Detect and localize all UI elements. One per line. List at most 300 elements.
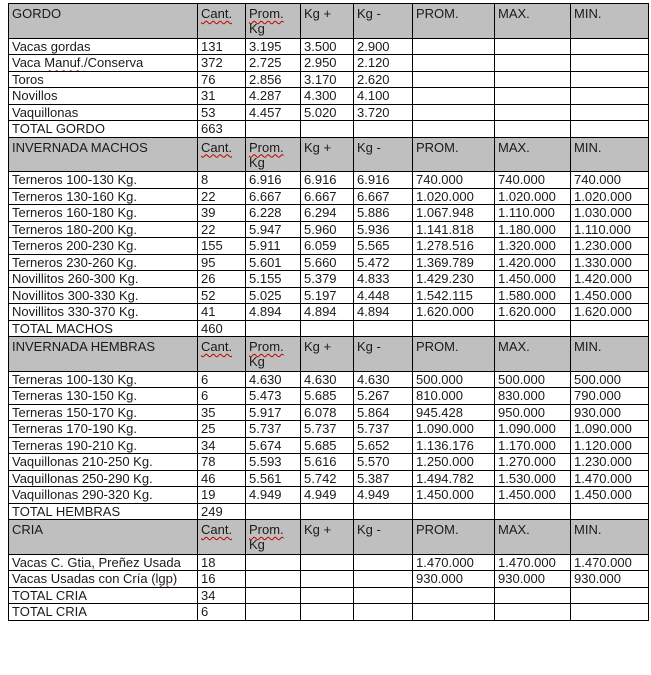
cell-min: 1.450.000	[571, 487, 649, 504]
row-label-cell: Terneros 200-230 Kg.	[9, 238, 198, 255]
cell-kg-minus: 5.864	[354, 404, 413, 421]
cell-prom	[413, 320, 495, 337]
cell-cant: 18	[198, 554, 246, 571]
cell-prom-kg: 4.630	[246, 371, 301, 388]
row-label-cell: Terneras 100-130 Kg.	[9, 371, 198, 388]
cell-kg-minus: 6.667	[354, 188, 413, 205]
cell-prom-kg: 2.725	[246, 55, 301, 72]
row-label-cell: Terneras 170-190 Kg.	[9, 421, 198, 438]
cell-prom-kg	[246, 121, 301, 138]
cell-prom-kg: 6.916	[246, 172, 301, 189]
cell-min	[571, 604, 649, 621]
col-header-max: MAX.	[495, 137, 571, 172]
cell-kg-plus: 5.660	[301, 254, 354, 271]
cell-cant: 34	[198, 587, 246, 604]
cell-cant: 131	[198, 38, 246, 55]
misspelled-word: lgp	[155, 571, 173, 587]
col-header-min: MIN.	[571, 137, 649, 172]
row-label-cell: Novillitos 260-300 Kg.	[9, 271, 198, 288]
cell-max: 1.270.000	[495, 454, 571, 471]
cell-max	[495, 38, 571, 55]
cell-cant: 6	[198, 388, 246, 405]
row-label-cell: Vaquillonas	[9, 104, 198, 121]
cell-prom-kg: 5.947	[246, 221, 301, 238]
cell-prom-kg	[246, 554, 301, 571]
cell-prom: 1.429.230	[413, 271, 495, 288]
cell-cant: 46	[198, 470, 246, 487]
cell-min: 930.000	[571, 571, 649, 588]
table-row	[9, 172, 649, 189]
misspelled-word: Manuf.	[44, 55, 85, 71]
cell-max	[495, 320, 571, 337]
cell-min: 1.470.000	[571, 470, 649, 487]
table-row	[9, 554, 649, 571]
cell-max: 1.180.000	[495, 221, 571, 238]
cell-kg-plus	[301, 587, 354, 604]
cell-prom-kg: 3.195	[246, 38, 301, 55]
cell-min	[571, 55, 649, 72]
table-row	[9, 287, 649, 304]
cell-prom-kg	[246, 587, 301, 604]
col-header-max: MAX.	[495, 520, 571, 555]
cell-kg-plus: 5.960	[301, 221, 354, 238]
cell-prom: 1.470.000	[413, 554, 495, 571]
cell-min: 1.020.000	[571, 188, 649, 205]
cell-max	[495, 71, 571, 88]
row-label-cell: Novillos	[9, 88, 198, 105]
section-title-cell: GORDO	[9, 4, 198, 39]
table-row	[9, 421, 649, 438]
table-row	[9, 503, 649, 520]
cell-kg-plus: 5.737	[301, 421, 354, 438]
cell-min: 1.120.000	[571, 437, 649, 454]
cell-prom: 945.428	[413, 404, 495, 421]
cell-cant: 78	[198, 454, 246, 471]
cell-cant: 26	[198, 271, 246, 288]
row-label-cell: Novillitos 330-370 Kg.	[9, 304, 198, 321]
cell-kg-plus: 5.685	[301, 437, 354, 454]
cell-max	[495, 604, 571, 621]
cell-kg-minus	[354, 587, 413, 604]
cell-min: 740.000	[571, 172, 649, 189]
cell-kg-plus: 3.500	[301, 38, 354, 55]
cell-kg-plus	[301, 571, 354, 588]
row-label-cell: TOTAL GORDO	[9, 121, 198, 138]
col-header-max: MAX.	[495, 337, 571, 372]
cell-kg-minus	[354, 554, 413, 571]
cell-cant: 460	[198, 320, 246, 337]
table-row	[9, 304, 649, 321]
section-header-row	[9, 137, 649, 172]
cell-max: 1.450.000	[495, 487, 571, 504]
cell-kg-minus	[354, 503, 413, 520]
cell-kg-plus: 2.950	[301, 55, 354, 72]
table-row	[9, 388, 649, 405]
row-label-cell: Terneras 130-150 Kg.	[9, 388, 198, 405]
table-row	[9, 104, 649, 121]
cell-max: 930.000	[495, 571, 571, 588]
col-header-kg-minus: Kg -	[354, 137, 413, 172]
cell-prom: 1.494.782	[413, 470, 495, 487]
cell-prom	[413, 55, 495, 72]
cell-prom: 1.278.516	[413, 238, 495, 255]
cell-max: 1.450.000	[495, 271, 571, 288]
cell-cant: 22	[198, 221, 246, 238]
section-header-row	[9, 520, 649, 555]
cell-kg-minus: 2.620	[354, 71, 413, 88]
section-header-row	[9, 337, 649, 372]
col-header-cant	[198, 4, 246, 39]
table-row	[9, 221, 649, 238]
cell-min: 1.230.000	[571, 238, 649, 255]
cell-max	[495, 55, 571, 72]
cell-kg-minus: 4.100	[354, 88, 413, 105]
cell-min	[571, 104, 649, 121]
cell-kg-minus	[354, 121, 413, 138]
table-row	[9, 470, 649, 487]
cell-max: 950.000	[495, 404, 571, 421]
cell-kg-plus: 6.667	[301, 188, 354, 205]
table-row	[9, 121, 649, 138]
row-label-cell: Vacas Usadas con Cría (lgp)	[9, 571, 198, 588]
cell-kg-minus: 5.267	[354, 388, 413, 405]
cell-kg-minus: 4.949	[354, 487, 413, 504]
col-header-prom-kg: Prom. Kg	[246, 4, 301, 39]
cell-cant: 663	[198, 121, 246, 138]
cell-kg-minus: 5.737	[354, 421, 413, 438]
cell-kg-plus: 6.294	[301, 205, 354, 222]
cell-prom: 1.450.000	[413, 487, 495, 504]
cell-kg-plus	[301, 320, 354, 337]
cell-prom: 500.000	[413, 371, 495, 388]
cell-min: 1.470.000	[571, 554, 649, 571]
row-label-cell: Vaquillonas 210-250 Kg.	[9, 454, 198, 471]
cell-cant: 41	[198, 304, 246, 321]
cell-kg-minus: 4.833	[354, 271, 413, 288]
cell-prom-kg	[246, 571, 301, 588]
cell-min: 930.000	[571, 404, 649, 421]
table-row	[9, 571, 649, 588]
col-header-cant	[198, 137, 246, 172]
col-header-kg-minus: Kg -	[354, 4, 413, 39]
cell-prom-kg: 5.917	[246, 404, 301, 421]
cell-prom	[413, 38, 495, 55]
cell-min: 1.450.000	[571, 287, 649, 304]
table-row	[9, 587, 649, 604]
cell-cant: 53	[198, 104, 246, 121]
cattle-price-table	[8, 3, 649, 621]
cell-prom: 1.090.000	[413, 421, 495, 438]
cell-max: 1.090.000	[495, 421, 571, 438]
misspelled-word: Cant.	[201, 339, 233, 354]
cell-prom-kg: 5.737	[246, 421, 301, 438]
cell-cant: 76	[198, 71, 246, 88]
table-row	[9, 55, 649, 72]
cell-min	[571, 503, 649, 520]
table-row	[9, 188, 649, 205]
cell-kg-minus: 5.936	[354, 221, 413, 238]
col-header-prom: PROM.	[413, 520, 495, 555]
cell-prom	[413, 604, 495, 621]
cell-cant: 35	[198, 404, 246, 421]
cell-prom-kg: 4.287	[246, 88, 301, 105]
col-header-cant	[198, 520, 246, 555]
cell-kg-minus: 6.916	[354, 172, 413, 189]
misspelled-word: Cant.	[201, 139, 233, 155]
cell-kg-plus	[301, 503, 354, 520]
cell-kg-minus: 3.720	[354, 104, 413, 121]
cell-prom: 1.542.115	[413, 287, 495, 304]
cell-prom: 1.141.818	[413, 221, 495, 238]
row-label-cell: Vacas C. Gtia, Preñez Usada	[9, 554, 198, 571]
row-label-cell: Terneros 160-180 Kg.	[9, 205, 198, 222]
cell-prom-kg: 6.667	[246, 188, 301, 205]
cell-prom-kg: 5.911	[246, 238, 301, 255]
cell-kg-minus: 5.652	[354, 437, 413, 454]
col-header-kg-plus: Kg +	[301, 137, 354, 172]
col-header-kg-minus: Kg -	[354, 337, 413, 372]
row-label-cell: TOTAL CRIA	[9, 587, 198, 604]
table-row	[9, 88, 649, 105]
misspelled-word: Prom.	[249, 522, 284, 537]
cell-kg-plus: 5.020	[301, 104, 354, 121]
col-header-prom-kg: Prom. Kg	[246, 137, 301, 172]
col-header-prom: PROM.	[413, 337, 495, 372]
cell-max: 1.110.000	[495, 205, 571, 222]
cell-min: 1.230.000	[571, 454, 649, 471]
cell-kg-plus: 5.197	[301, 287, 354, 304]
cell-min	[571, 38, 649, 55]
cell-cant: 34	[198, 437, 246, 454]
cell-prom-kg: 5.025	[246, 287, 301, 304]
cell-cant: 95	[198, 254, 246, 271]
cell-kg-plus: 3.170	[301, 71, 354, 88]
section-title-cell: INVERNADA HEMBRAS	[9, 337, 198, 372]
cell-prom-kg: 5.674	[246, 437, 301, 454]
cell-prom	[413, 587, 495, 604]
cell-max: 1.470.000	[495, 554, 571, 571]
table-row	[9, 254, 649, 271]
cell-min: 1.620.000	[571, 304, 649, 321]
col-header-kg-minus: Kg -	[354, 520, 413, 555]
row-label-cell: Novillitos 300-330 Kg.	[9, 287, 198, 304]
col-header-min: MIN.	[571, 4, 649, 39]
cell-kg-minus: 2.120	[354, 55, 413, 72]
cell-prom-kg: 5.473	[246, 388, 301, 405]
cell-cant: 22	[198, 188, 246, 205]
misspelled-word: Gtia,	[67, 554, 95, 570]
cell-min: 790.000	[571, 388, 649, 405]
cell-prom: 1.620.000	[413, 304, 495, 321]
col-header-kg-plus: Kg +	[301, 4, 354, 39]
col-header-min: MIN.	[571, 337, 649, 372]
cell-kg-minus: 4.630	[354, 371, 413, 388]
cell-prom-kg: 2.856	[246, 71, 301, 88]
table-row	[9, 238, 649, 255]
cell-min	[571, 320, 649, 337]
cell-prom-kg: 5.593	[246, 454, 301, 471]
cell-prom	[413, 71, 495, 88]
cell-prom: 810.000	[413, 388, 495, 405]
cell-kg-minus: 4.894	[354, 304, 413, 321]
row-label-cell: TOTAL CRIA	[9, 604, 198, 621]
table-row	[9, 371, 649, 388]
cell-prom	[413, 104, 495, 121]
cell-prom-kg: 6.228	[246, 205, 301, 222]
cell-min: 1.330.000	[571, 254, 649, 271]
table-row	[9, 404, 649, 421]
cell-kg-minus: 4.448	[354, 287, 413, 304]
cell-min: 1.090.000	[571, 421, 649, 438]
row-label-cell: Terneros 230-260 Kg.	[9, 254, 198, 271]
cell-prom-kg: 4.894	[246, 304, 301, 321]
cell-kg-plus: 6.916	[301, 172, 354, 189]
col-header-prom-kg: Prom. Kg	[246, 337, 301, 372]
cell-max: 1.620.000	[495, 304, 571, 321]
cell-cant: 31	[198, 88, 246, 105]
cell-cant: 39	[198, 205, 246, 222]
col-header-min: MIN.	[571, 520, 649, 555]
cell-kg-plus	[301, 554, 354, 571]
row-label-cell: TOTAL MACHOS	[9, 320, 198, 337]
cell-kg-minus: 5.570	[354, 454, 413, 471]
cell-kg-plus: 6.078	[301, 404, 354, 421]
col-header-kg-plus: Kg +	[301, 337, 354, 372]
cell-min	[571, 88, 649, 105]
table-row	[9, 205, 649, 222]
row-label-cell: Toros	[9, 71, 198, 88]
cell-cant: 16	[198, 571, 246, 588]
cell-cant: 8	[198, 172, 246, 189]
cell-kg-plus: 5.379	[301, 271, 354, 288]
cell-max: 1.420.000	[495, 254, 571, 271]
col-header-max: MAX.	[495, 4, 571, 39]
row-label-cell: Vaquillonas 290-320 Kg.	[9, 487, 198, 504]
cell-cant: 19	[198, 487, 246, 504]
cell-kg-plus: 5.685	[301, 388, 354, 405]
cell-prom: 740.000	[413, 172, 495, 189]
table-row	[9, 604, 649, 621]
cell-max: 1.580.000	[495, 287, 571, 304]
cell-kg-minus: 2.900	[354, 38, 413, 55]
row-label-cell: Vacas gordas	[9, 38, 198, 55]
cell-cant: 249	[198, 503, 246, 520]
cell-kg-plus	[301, 121, 354, 138]
cell-min	[571, 71, 649, 88]
cell-max: 1.020.000	[495, 188, 571, 205]
cell-prom: 930.000	[413, 571, 495, 588]
row-label-cell: Terneras 190-210 Kg.	[9, 437, 198, 454]
cell-cant: 25	[198, 421, 246, 438]
col-header-prom: PROM.	[413, 137, 495, 172]
cell-kg-plus: 4.949	[301, 487, 354, 504]
cell-prom: 1.369.789	[413, 254, 495, 271]
cell-cant: 6	[198, 371, 246, 388]
misspelled-word: Cant.	[201, 522, 233, 537]
row-label-cell: TOTAL HEMBRAS	[9, 503, 198, 520]
row-label-cell: Terneras 150-170 Kg.	[9, 404, 198, 421]
cell-kg-minus	[354, 604, 413, 621]
cell-cant: 155	[198, 238, 246, 255]
cell-max: 1.530.000	[495, 470, 571, 487]
cell-kg-plus: 4.300	[301, 88, 354, 105]
cell-max	[495, 104, 571, 121]
misspelled-word: Prom.	[249, 339, 284, 354]
cell-max: 830.000	[495, 388, 571, 405]
cell-min: 1.030.000	[571, 205, 649, 222]
table-row	[9, 71, 649, 88]
cell-max	[495, 587, 571, 604]
row-label-cell: Terneros 180-200 Kg.	[9, 221, 198, 238]
row-label-cell: Vaca Manuf./Conserva	[9, 55, 198, 72]
cell-prom: 1.136.176	[413, 437, 495, 454]
cell-prom: 1.020.000	[413, 188, 495, 205]
table-row	[9, 38, 649, 55]
col-header-prom-kg: Prom. Kg	[246, 520, 301, 555]
cell-min	[571, 121, 649, 138]
cell-prom-kg: 4.949	[246, 487, 301, 504]
cell-kg-plus: 6.059	[301, 238, 354, 255]
cell-kg-plus: 4.630	[301, 371, 354, 388]
cell-prom-kg	[246, 503, 301, 520]
cell-kg-minus	[354, 320, 413, 337]
cell-kg-plus: 5.616	[301, 454, 354, 471]
cell-prom-kg: 4.457	[246, 104, 301, 121]
cell-cant: 6	[198, 604, 246, 621]
cell-prom: 1.067.948	[413, 205, 495, 222]
cell-prom: 1.250.000	[413, 454, 495, 471]
row-label-cell: Vaquillonas 250-290 Kg.	[9, 470, 198, 487]
cell-prom	[413, 503, 495, 520]
cell-kg-minus: 5.387	[354, 470, 413, 487]
row-label-cell: Terneros 100-130 Kg.	[9, 172, 198, 189]
section-header-row	[9, 4, 649, 39]
cell-prom-kg	[246, 604, 301, 621]
cell-max	[495, 503, 571, 520]
row-label-cell: Terneros 130-160 Kg.	[9, 188, 198, 205]
section-title-cell: INVERNADA MACHOS	[9, 137, 198, 172]
table-row	[9, 487, 649, 504]
cell-kg-plus	[301, 604, 354, 621]
cell-prom-kg: 5.601	[246, 254, 301, 271]
cell-min: 500.000	[571, 371, 649, 388]
section-title-cell: CRIA	[9, 520, 198, 555]
misspelled-word: Cant.	[201, 6, 233, 21]
cell-prom-kg	[246, 320, 301, 337]
cell-kg-plus: 4.894	[301, 304, 354, 321]
misspelled-word: Prom.	[249, 6, 284, 21]
table-row	[9, 437, 649, 454]
cell-kg-minus: 5.472	[354, 254, 413, 271]
col-header-prom: PROM.	[413, 4, 495, 39]
table-row	[9, 271, 649, 288]
cell-max: 740.000	[495, 172, 571, 189]
col-header-cant	[198, 337, 246, 372]
table-row	[9, 454, 649, 471]
cell-prom	[413, 88, 495, 105]
cell-min: 1.110.000	[571, 221, 649, 238]
misspelled-word: Prom.	[249, 139, 284, 155]
table-row	[9, 320, 649, 337]
cell-min	[571, 587, 649, 604]
cell-kg-minus: 5.886	[354, 205, 413, 222]
cell-prom-kg: 5.155	[246, 271, 301, 288]
cell-kg-plus: 5.742	[301, 470, 354, 487]
cell-cant: 372	[198, 55, 246, 72]
cell-prom	[413, 121, 495, 138]
cell-min: 1.420.000	[571, 271, 649, 288]
cell-cant: 52	[198, 287, 246, 304]
